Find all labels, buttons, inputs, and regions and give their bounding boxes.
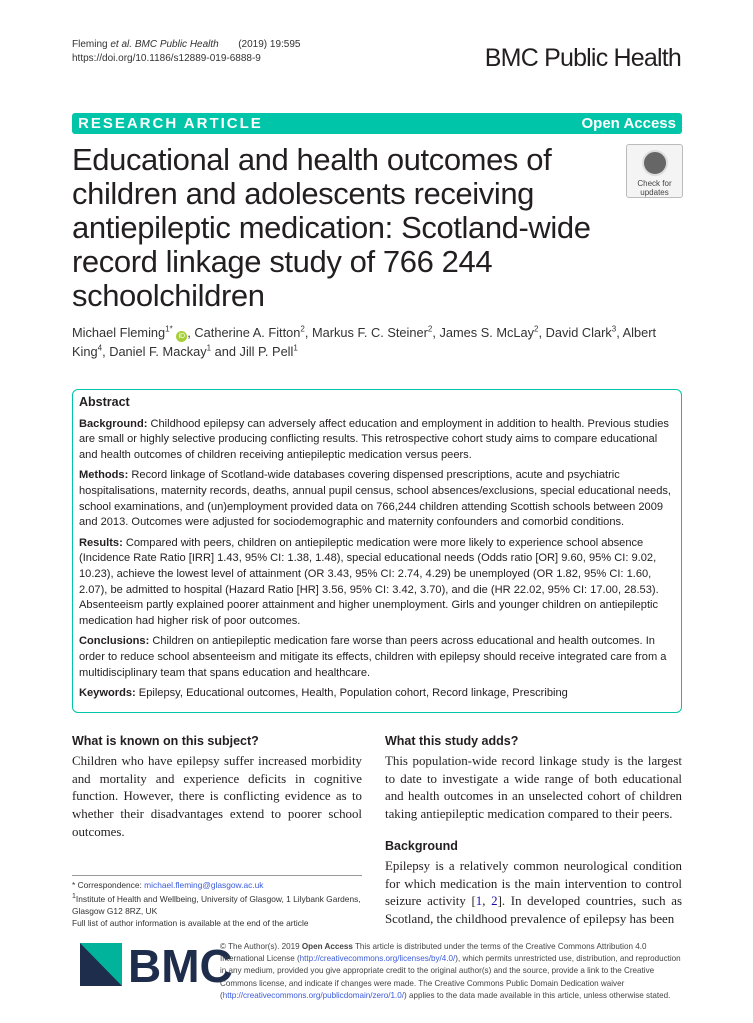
known-section	[72, 733, 362, 842]
license-text	[220, 941, 682, 1003]
affiliation-sup: 3	[611, 324, 617, 334]
journal-name: BMC Public Health	[484, 44, 681, 72]
check-updates-line1: Check for	[637, 179, 672, 188]
section-text: Children who have epilepsy suffer increased morbidity and mortality and experience deficits in cognitive function. However, there is conflicting evidence as to whether their disadvantages extend to poorer school outcomes.	[72, 754, 362, 839]
section-label: Conclusions:	[79, 635, 150, 648]
abstract-results	[79, 536, 675, 630]
text: ,	[482, 894, 492, 909]
section-text	[385, 858, 682, 928]
license-link[interactable]: http://creativecommons.org/licenses/by/4.0/	[299, 954, 456, 964]
citation-header	[72, 38, 300, 66]
right-column	[385, 733, 682, 929]
author-separator: ,	[102, 344, 106, 359]
author: Michael Fleming	[72, 325, 166, 340]
article-title: Educational and health outcomes of children and adolescents receiving antiepileptic medication: Scotland-wide record linkage study of 766 244 schoolchildren	[72, 142, 591, 313]
section-text: Childhood epilepsy can adversely affect education and employment in addition to health. Previous studies are small or highly selective producing conflicting results. This retrospective cohort study aims to compare educational and health outcomes of children receiving antiepileptic medication versus peers.	[79, 417, 669, 461]
author: , Catherine A. Fitton	[187, 325, 301, 340]
license-row	[72, 941, 682, 1003]
bmc-logo	[72, 939, 233, 1003]
author: , Albert King	[72, 325, 657, 359]
section-heading: What is known on this subject?	[72, 733, 259, 748]
text: © The Author(s). 2019	[220, 941, 302, 951]
open-access-label: Open Access	[581, 115, 676, 132]
section-heading: What this study adds?	[385, 733, 519, 748]
affiliation-sup: 2	[534, 324, 539, 334]
article-type-banner	[72, 113, 682, 134]
check-updates-icon	[642, 150, 668, 176]
abstract-methods	[79, 468, 675, 530]
section-text: Record linkage of Scotland-wide databases covering dispensed prescriptions, acute and psychiatric hospitalisations, maternity records, deaths, annual pupil census, school absences/exclusions, special educational needs, school examinations, and (un)employment provided data on 766,244 children attending Scottish schools between 2009 and 2013. Outcomes were adjusted for sociodemographic and maternity confounders and comorbid conditions.	[79, 469, 672, 529]
text: This article is distributed under the terms of the Creative Commons Attribution 4.0 International License (	[220, 941, 647, 964]
reference-link[interactable]: 1	[475, 894, 483, 909]
bmc-logo-text: BMC	[128, 939, 233, 992]
author-info-note: Full list of author information is available at the end of the article	[72, 917, 309, 928]
abstract-conclusions	[79, 634, 675, 681]
abstract-background	[79, 417, 675, 464]
affiliation-sup: 1	[293, 343, 298, 353]
section-heading: Background	[385, 838, 458, 853]
citation-authors: Fleming	[72, 39, 108, 50]
text: ), which permits unrestricted use, distribution, and reproduction in any medium, provided you give appropriate credit to the original author(s) and the source, provide a link to the Creative Commons license, and indicate if changes were made. The Creative Commons Public Domain Dedication waiver (	[220, 954, 681, 1001]
section-text: This population-wide record linkage study is the largest to date to investigate a wide range of both educational and health outcomes in an unselected cohort of children taking antiepileptic medication compared to their peers.	[385, 754, 682, 822]
correspondence-label: * Correspondence:	[72, 879, 145, 890]
check-for-updates-badge[interactable]	[626, 144, 683, 198]
affiliation-sup: 2	[427, 324, 433, 334]
author: Daniel F. Mackay	[109, 344, 207, 359]
affiliation-sup: 1	[72, 892, 76, 900]
affiliation-sup: 4	[97, 343, 103, 353]
reference-link[interactable]: 2	[491, 894, 498, 909]
citation-journal: et al. BMC Public Health	[110, 39, 219, 50]
text: ]. In developed countries, such as Scotland, the childhood prevalence of epilepsy has been	[385, 894, 682, 927]
section-text: Epilepsy, Educational outcomes, Health, Population cohort, Record linkage, Prescribing	[135, 687, 568, 700]
doi-link[interactable]: https://doi.org/10.1186/s12889-019-6888-9	[72, 53, 261, 64]
waiver-link[interactable]: http://creativecommons.org/publicdomain/zero/1.0/	[222, 991, 405, 1001]
citation-year: (2019) 19:595	[238, 39, 301, 50]
affiliation: Institute of Health and Wellbeing, University of Glasgow, 1 Lilybank Gardens, Glasgow G12 8RZ, UK	[72, 893, 361, 916]
check-updates-line2: updates	[640, 188, 669, 197]
left-column	[72, 733, 362, 929]
abstract-box	[72, 389, 682, 713]
background-section	[385, 838, 682, 929]
text: ) applies to the data made available in this article, unless otherwise stated.	[404, 991, 671, 1001]
author-list	[72, 323, 682, 361]
section-label: Results:	[79, 536, 123, 549]
footnote	[72, 875, 362, 929]
affiliation-sup: 1*	[165, 324, 173, 334]
section-text: Compared with peers, children on antiepileptic medication were more likely to experience school absence (Incidence Rate Ratio [IRR] 1.43, 95% CI: 1.38, 1.48), special educational needs (Odds ratio [OR] 9.60, 95% CI: 9.02, 10.23), achieve the lowest level of attainment (OR 3.43, 95% CI: 2.74, 4.29) be unemployed (OR 1.82, 95% CI: 1.60, 2.07), be admitted to hospital (Hazard Ratio [HR] 3.56, 95% CI: 3.42, 3.70), and die (HR 22.02, 95% CI: 17.00, 28.53). Absenteeism partly explained poorer attainment and higher unemployment. Girls and younger children on antiepileptic medication had higher risk of poor outcomes.	[79, 536, 659, 627]
abstract-keywords	[79, 686, 675, 702]
text: Epilepsy is a relatively common neurological condition for which medication is the main intervention to control seizure activity [	[385, 859, 682, 909]
author: , James S. McLay	[432, 325, 535, 340]
section-label: Keywords:	[79, 687, 136, 700]
section-label: Background:	[79, 417, 148, 430]
body-columns	[72, 733, 682, 929]
open-access-label: Open Access	[301, 941, 353, 951]
section-text: Children on antiepileptic medication fare worse than peers across educational and health outcomes. In order to reduce school absenteeism and mitigate its effects, children with epilepsy should receive integrated care from a multidisciplinary team that spans education and healthcare.	[79, 635, 667, 679]
author: , Markus F. C. Steiner	[304, 325, 428, 340]
article-type: RESEARCH ARTICLE	[78, 115, 263, 132]
author: , David Clark	[538, 325, 612, 340]
author: and Jill P. Pell	[211, 344, 294, 359]
section-label: Methods:	[79, 469, 129, 482]
adds-section	[385, 733, 682, 824]
orcid-icon[interactable]: iD	[176, 331, 187, 342]
email-link[interactable]: michael.fleming@glasgow.ac.uk	[144, 879, 264, 890]
abstract-heading: Abstract	[79, 395, 130, 409]
affiliation-sup: 2	[300, 324, 305, 334]
affiliation-sup: 1	[206, 343, 212, 353]
